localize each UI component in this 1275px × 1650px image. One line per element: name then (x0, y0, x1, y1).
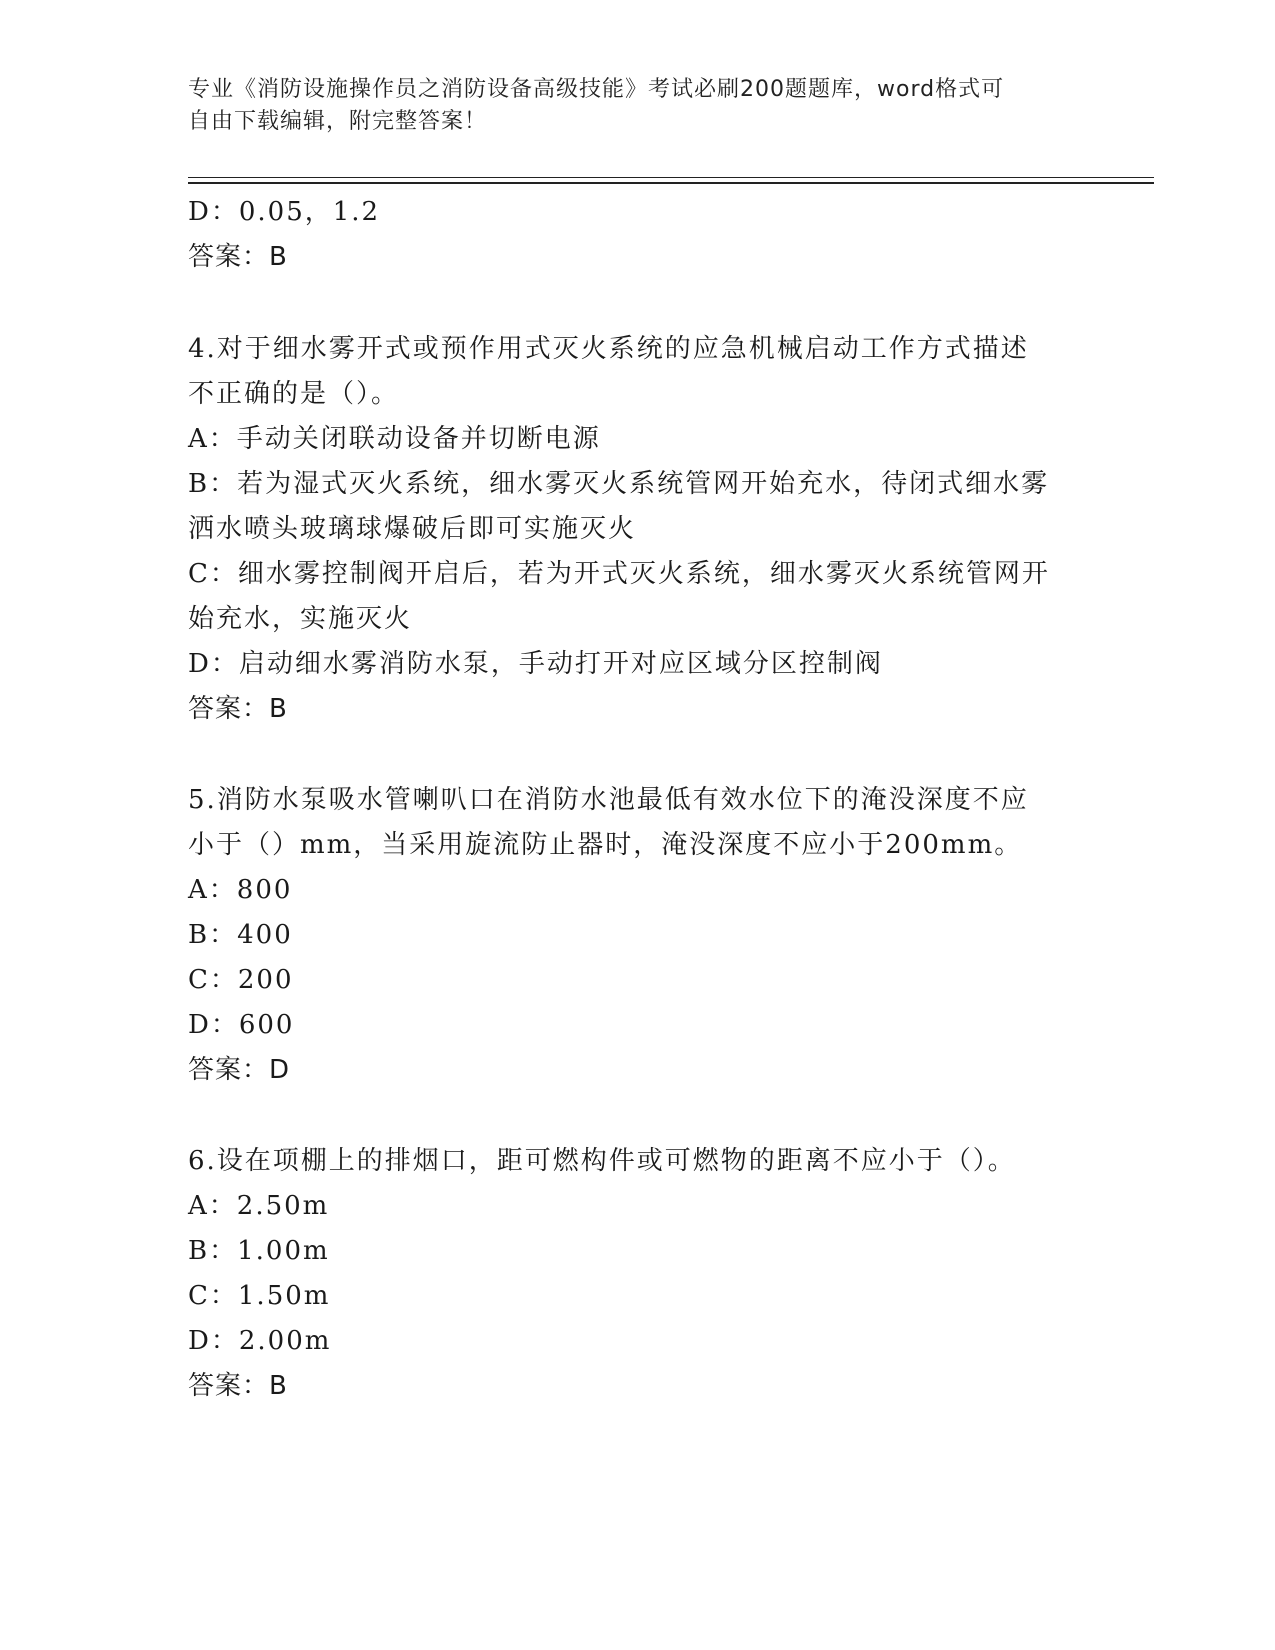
question-6 (188, 1139, 1088, 1409)
question-5 (188, 778, 1088, 1093)
question-4 (188, 327, 1088, 732)
option-a: A：2.50m (188, 1191, 330, 1221)
option-b: B：400 (188, 920, 293, 950)
previous-question-tail (188, 190, 1088, 280)
answer-line: 答案：B (188, 242, 288, 272)
option-c: C：细水雾控制阀开启后，若为开式灭火系统，细水雾灭火系统管网开 (188, 559, 1050, 589)
option-d: D：600 (188, 1010, 295, 1040)
option-a: A：手动关闭联动设备并切断电源 (188, 424, 601, 454)
header-line-2: 自由下载编辑，附完整答案！ (188, 109, 488, 134)
answer-line: 答案：D (188, 1055, 291, 1085)
spacer (188, 732, 1088, 778)
option-b: B：若为湿式灭火系统，细水雾灭火系统管网开始充水，待闭式细水雾 (188, 469, 1050, 499)
spacer (188, 280, 1088, 327)
question-stem-line: 不正确的是（）。 (188, 379, 400, 409)
question-stem-line: 小于（）mm，当采用旋流防止器时，淹没深度不应小于200mm。 (188, 830, 1023, 860)
answer-line: 答案：B (188, 1371, 288, 1401)
question-content (188, 190, 1088, 1409)
spacer (188, 1093, 1088, 1139)
header-divider-thin (188, 177, 1154, 178)
question-stem-line: 6.设在项棚上的排烟口，距可燃构件或可燃物的距离不应小于（）。 (188, 1146, 1016, 1176)
option-c: C：1.50m (188, 1281, 331, 1311)
header-divider-thick (188, 182, 1154, 184)
option-a: A：800 (188, 875, 293, 905)
answer-line: 答案：B (188, 694, 288, 724)
option-d: D：2.00m (188, 1326, 332, 1356)
option-c: C：200 (188, 965, 294, 995)
option-b-continued: 洒水喷头玻璃球爆破后即可实施灭火 (188, 514, 637, 544)
option-c-continued: 始充水，实施灭火 (188, 604, 413, 634)
option-d: D：0.05，1.2 (188, 197, 381, 227)
option-d: D：启动细水雾消防水泵，手动打开对应区域分区控制阀 (188, 649, 883, 679)
question-stem-line: 5.消防水泵吸水管喇叭口在消防水池最低有效水位下的淹没深度不应 (188, 785, 1029, 815)
question-stem-line: 4.对于细水雾开式或预作用式灭火系统的应急机械启动工作方式描述 (188, 334, 1029, 364)
option-b: B：1.00m (188, 1236, 330, 1266)
document-header (188, 74, 1068, 138)
header-line-1: 专业《消防设施操作员之消防设备高级技能》考试必刷200题题库，word格式可 (188, 77, 1005, 102)
